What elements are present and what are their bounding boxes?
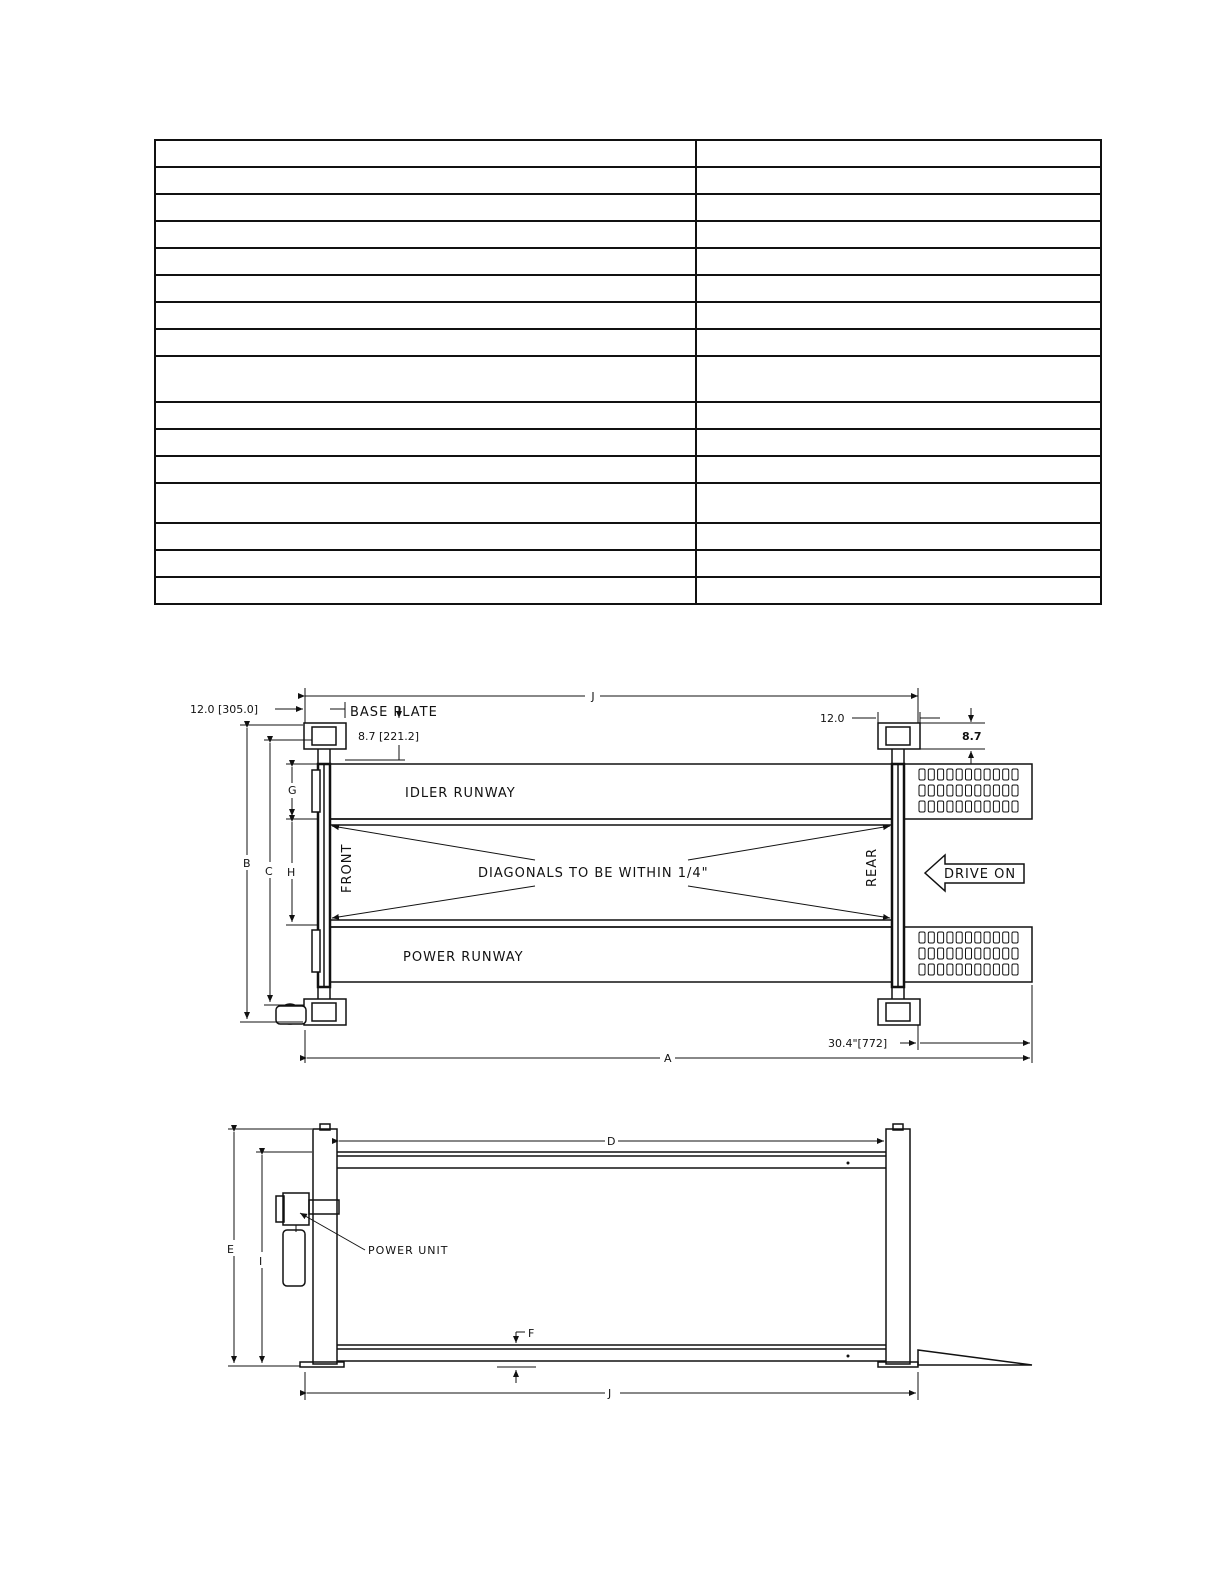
- ramp-slot: [1012, 785, 1018, 796]
- ramp-slot: [966, 785, 972, 796]
- front-post: [313, 1129, 337, 1364]
- ramp-slot: [966, 801, 972, 812]
- ramp-slot: [956, 769, 962, 780]
- ramp-slot: [956, 948, 962, 959]
- ramp-dimension: 30.4"[772]: [828, 1037, 888, 1050]
- power-unit-reservoir: [283, 1230, 305, 1286]
- ramp-slot: [947, 964, 953, 975]
- dim-rear-width: 12.0: [820, 712, 845, 725]
- ramp-slot: [966, 769, 972, 780]
- power-unit-motor: [283, 1193, 309, 1225]
- front-label: FRONT: [340, 843, 355, 893]
- ramp-slot: [938, 801, 944, 812]
- ramp-slot: [975, 785, 981, 796]
- power-ramp: [904, 927, 1032, 982]
- ramp-slot: [928, 785, 934, 796]
- rear-post: [886, 1129, 910, 1364]
- ramp-slot: [938, 932, 944, 943]
- ramp-slot: [1003, 948, 1009, 959]
- dim-letter-g: G: [288, 784, 297, 797]
- ramp-slot: [947, 769, 953, 780]
- ramp-slot: [919, 769, 925, 780]
- dim-letter-b: B: [243, 857, 251, 870]
- ramp-slot: [1003, 932, 1009, 943]
- ramp-slot: [928, 948, 934, 959]
- dim-letter-e: E: [227, 1243, 234, 1256]
- ramp-slot: [947, 948, 953, 959]
- ramp-slot: [956, 801, 962, 812]
- ramp-slot: [993, 801, 999, 812]
- ramp-slot: [984, 964, 990, 975]
- ramp-slot: [919, 964, 925, 975]
- ramp-slot: [984, 801, 990, 812]
- dim-letter-c: C: [265, 865, 273, 878]
- dim-letter-f: F: [528, 1327, 535, 1340]
- ramp-slot: [993, 769, 999, 780]
- ramp-slot: [966, 948, 972, 959]
- ramp-slot: [1012, 964, 1018, 975]
- ramp-slot: [938, 785, 944, 796]
- ramp-slot: [956, 785, 962, 796]
- ramp-slot: [919, 932, 925, 943]
- ramp-slot: [975, 932, 981, 943]
- base-plate-label: BASE PLATE: [350, 705, 438, 720]
- dim-letter-j: J: [591, 690, 595, 703]
- ramp-slot: [928, 769, 934, 780]
- ramp-slot: [938, 948, 944, 959]
- ramp-slot: [984, 948, 990, 959]
- ramp-slot: [993, 964, 999, 975]
- side-ramp: [918, 1350, 1032, 1365]
- drive-on-label: DRIVE ON: [944, 867, 1017, 882]
- ramp-slot: [919, 801, 925, 812]
- dim-base-width: 12.0 [305.0]: [190, 703, 259, 716]
- ramp-slot: [993, 785, 999, 796]
- ramp-slot: [1003, 801, 1009, 812]
- ramp-slot: [984, 785, 990, 796]
- power-runway-label: POWER RUNWAY: [403, 950, 524, 965]
- ramp-slot: [947, 785, 953, 796]
- rear-label: REAR: [865, 847, 880, 887]
- diagonals-note: DIAGONALS TO BE WITHIN 1/4": [478, 866, 709, 881]
- ramp-slot: [975, 964, 981, 975]
- ramp-slot: [928, 932, 934, 943]
- ramp-slot: [1012, 948, 1018, 959]
- ramp-slot: [966, 932, 972, 943]
- ramp-slot: [947, 932, 953, 943]
- dim-letter-h: H: [287, 866, 296, 879]
- top-view: [190, 688, 1032, 1065]
- ramp-slot: [919, 948, 925, 959]
- side-view: [227, 1124, 1032, 1400]
- dim-letter-a: A: [664, 1052, 672, 1065]
- dim-letter-i: I: [259, 1255, 263, 1268]
- ramp-slot: [984, 769, 990, 780]
- ramp-slot: [956, 932, 962, 943]
- ramp-slot: [938, 769, 944, 780]
- idler-runway-label: IDLER RUNWAY: [405, 786, 516, 801]
- power-unit-label: POWER UNIT: [368, 1244, 449, 1257]
- ramp-slot: [956, 964, 962, 975]
- ramp-slot: [1003, 785, 1009, 796]
- dim-rear-depth: 8.7: [962, 730, 982, 743]
- ramp-slot: [975, 948, 981, 959]
- dim-letter-j-side: J: [608, 1387, 612, 1400]
- ramp-slot: [993, 932, 999, 943]
- ramp-slot: [966, 964, 972, 975]
- ramp-slot: [1012, 801, 1018, 812]
- ramp-slot: [1003, 769, 1009, 780]
- ramp-slot: [984, 932, 990, 943]
- ramp-slot: [1012, 932, 1018, 943]
- dim-base-depth: 8.7 [221.2]: [358, 730, 420, 743]
- ramp-slot: [975, 769, 981, 780]
- ramp-slot: [928, 964, 934, 975]
- ramp-slot: [928, 801, 934, 812]
- ramp-slot: [947, 801, 953, 812]
- ramp-slot: [975, 801, 981, 812]
- idler-ramp: [904, 764, 1032, 819]
- ramp-slot: [919, 785, 925, 796]
- ramp-slot: [1012, 769, 1018, 780]
- ramp-slot: [938, 964, 944, 975]
- ramp-slot: [1003, 964, 1009, 975]
- ramp-slot: [993, 948, 999, 959]
- dim-letter-d: D: [607, 1135, 616, 1148]
